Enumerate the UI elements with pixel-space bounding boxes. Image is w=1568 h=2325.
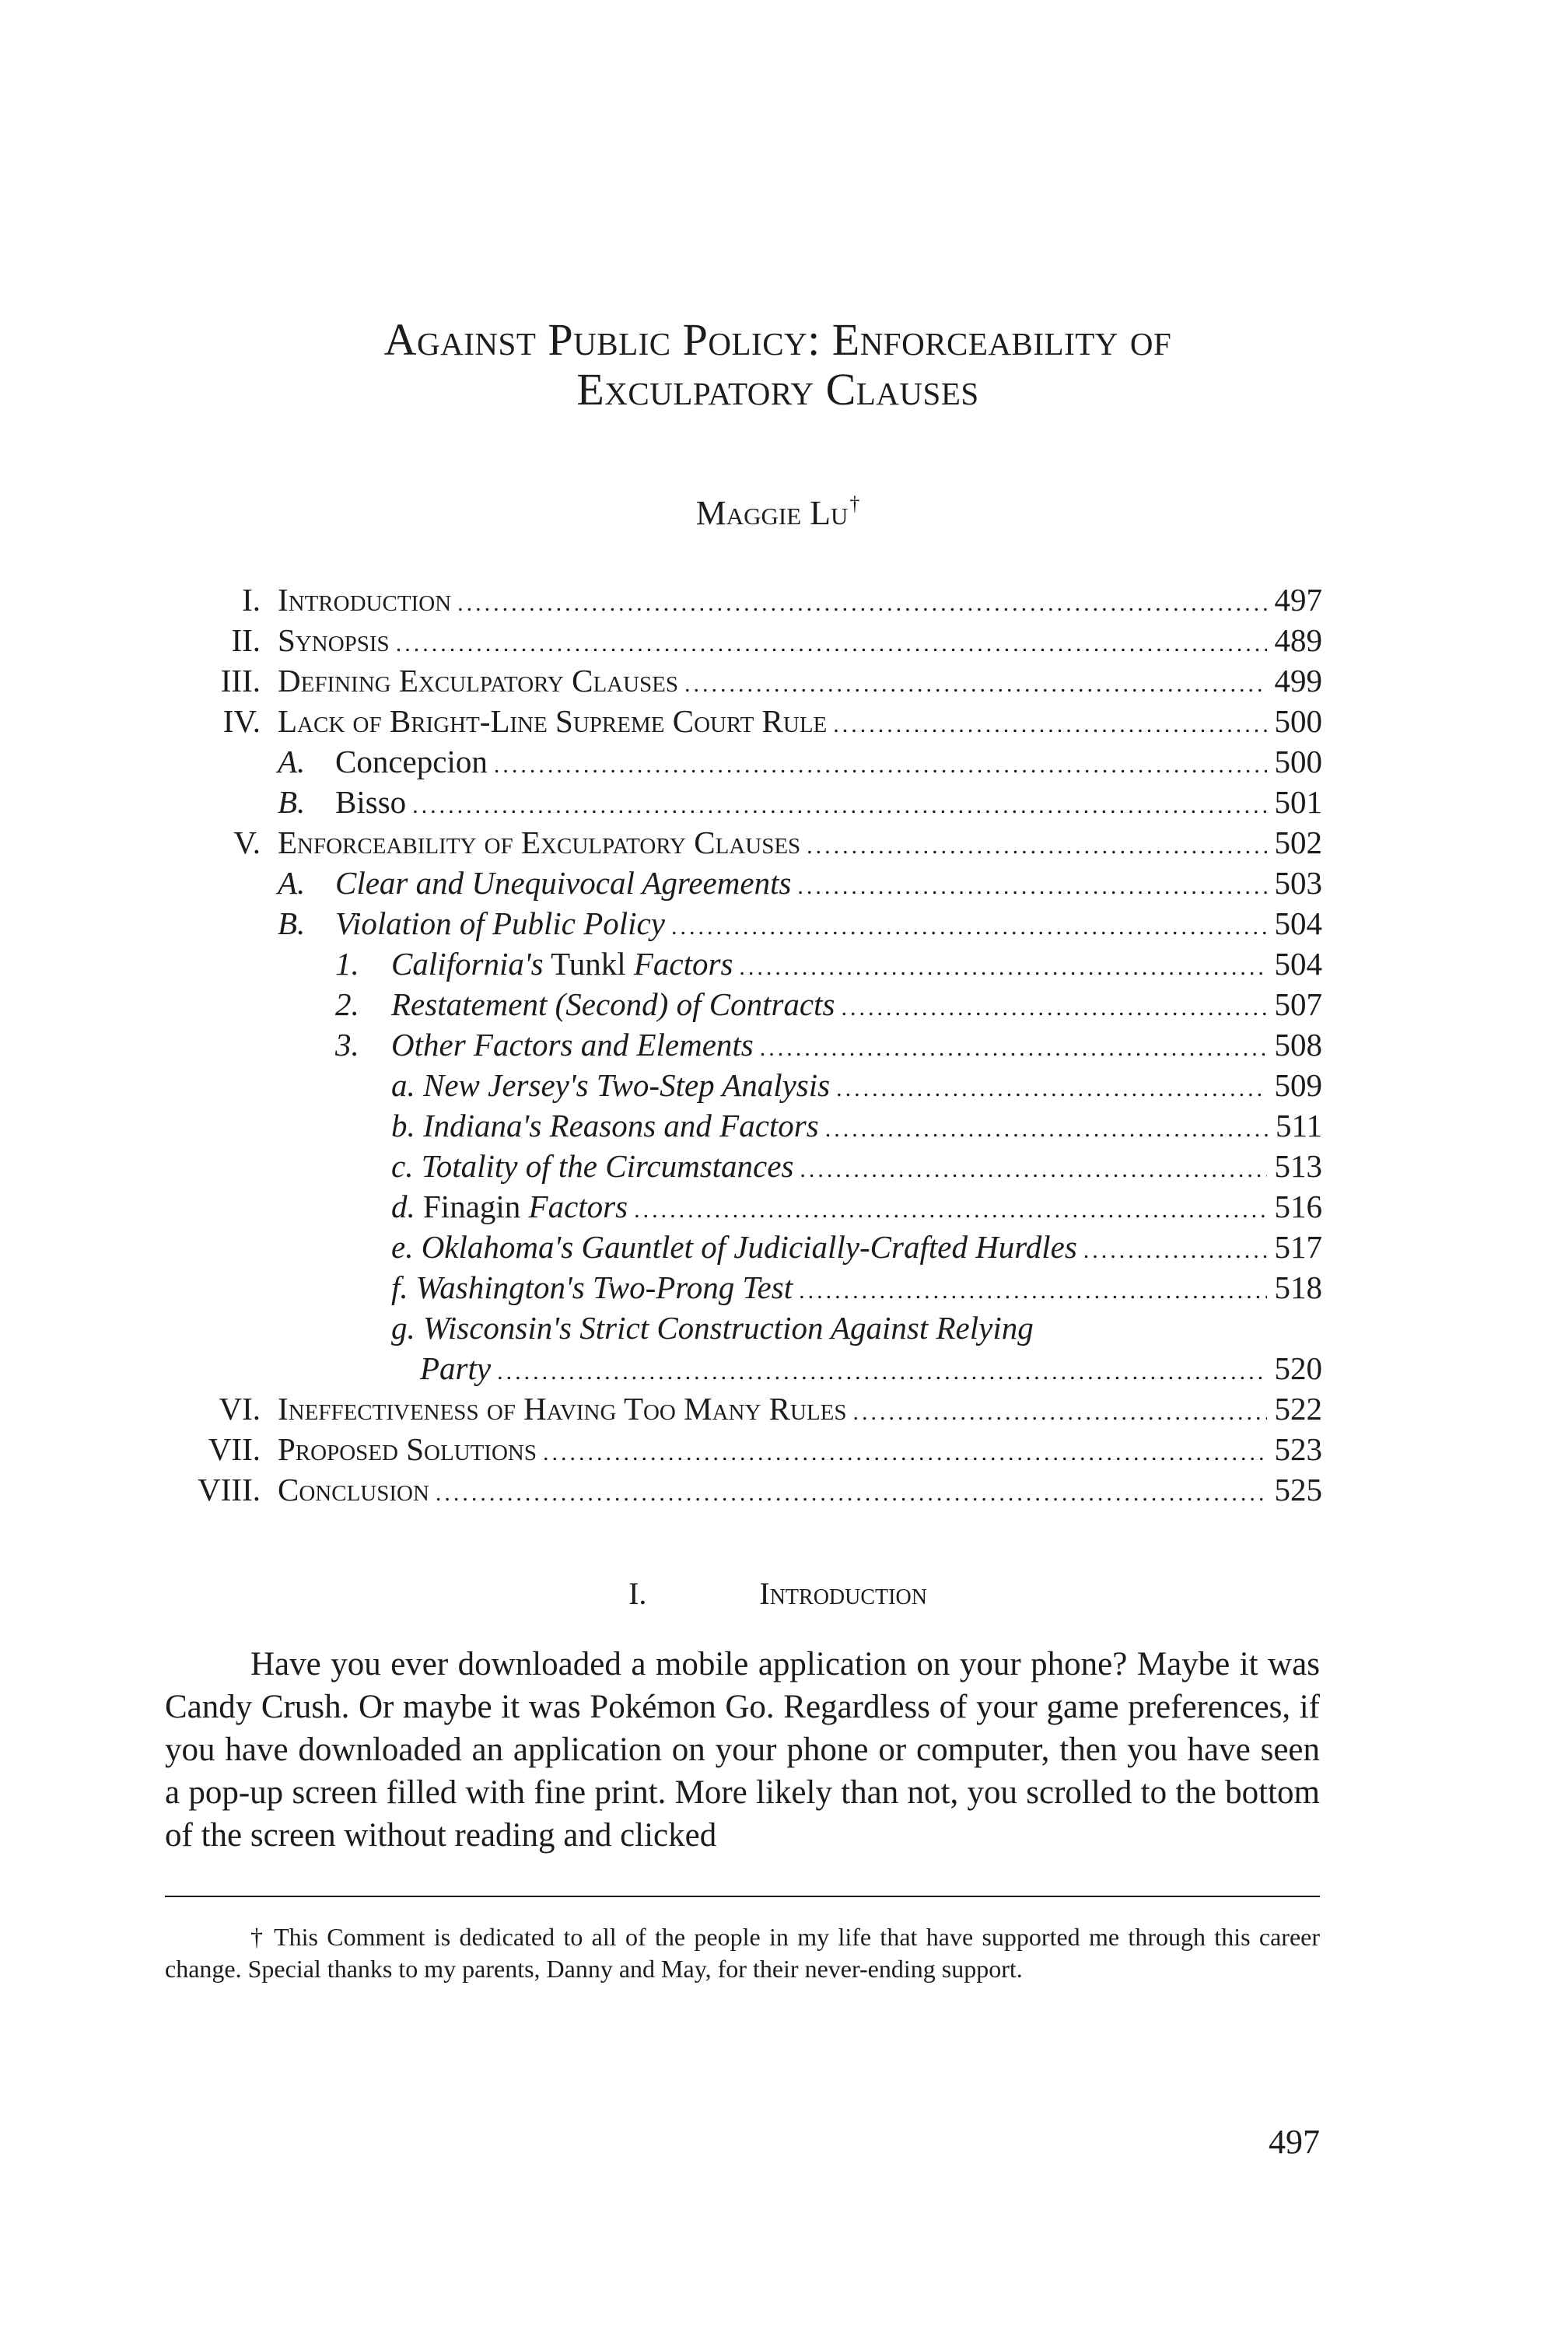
toc-entry-letter: A. bbox=[278, 744, 306, 779]
toc-entry-letter: B. bbox=[278, 905, 306, 941]
toc-entry-proposed-solutions[interactable] bbox=[163, 1429, 1322, 1469]
toc-entry-title-text: Other Factors and Elements bbox=[391, 1027, 754, 1063]
toc-entry-page: 525 bbox=[1274, 1472, 1322, 1507]
toc-entry-item-letter: b. bbox=[391, 1108, 415, 1143]
toc-entry-title-text: Concepcion bbox=[335, 744, 488, 779]
toc-entry-title bbox=[391, 1105, 819, 1146]
toc-entry-public-policy[interactable] bbox=[163, 903, 1322, 944]
toc-entry-totality[interactable] bbox=[163, 1146, 1322, 1186]
toc-entry-washington[interactable] bbox=[163, 1267, 1322, 1308]
toc-entry-title bbox=[278, 782, 406, 822]
toc-entry-tunkl[interactable] bbox=[163, 944, 1322, 984]
toc-entry-title: Lack of Bright-Line Supreme Court Rule bbox=[278, 703, 828, 739]
toc-entry-item-letter: g. bbox=[391, 1310, 415, 1346]
toc-entry-title-roman: Finagin bbox=[423, 1189, 521, 1224]
toc-entry-title-italic: Factors bbox=[520, 1189, 628, 1224]
toc-leader-dots bbox=[797, 867, 1266, 907]
toc-leader-dots bbox=[634, 1190, 1266, 1231]
toc-entry-page: 523 bbox=[1274, 1431, 1322, 1467]
toc-entry-title: Conclusion bbox=[278, 1472, 429, 1507]
toc-entry-page: 504 bbox=[1274, 905, 1322, 941]
toc-entry-number: III. bbox=[220, 663, 261, 699]
toc-entry-restatement[interactable] bbox=[163, 984, 1322, 1024]
toc-entry-page: 513 bbox=[1274, 1148, 1322, 1184]
toc-entry-clear-agreements[interactable] bbox=[163, 863, 1322, 903]
toc-entry-title bbox=[278, 903, 665, 944]
toc-leader-dots bbox=[739, 947, 1266, 988]
toc-entry-new-jersey[interactable] bbox=[163, 1065, 1322, 1105]
toc-leader-dots bbox=[833, 705, 1266, 745]
toc-leader-dots bbox=[825, 1109, 1268, 1150]
toc-entry-title bbox=[391, 1227, 1077, 1267]
toc-leader-dots bbox=[760, 1028, 1267, 1069]
toc-entry-page: 504 bbox=[1274, 946, 1322, 982]
toc-entry-bisso[interactable] bbox=[163, 782, 1322, 822]
footnote: † This Comment is dedicated to all of the people in my life that have supported me through this career change. Special thanks to my parents, Danny and May, for their never-ending support. bbox=[165, 1923, 1320, 1983]
toc-leader-dots bbox=[1083, 1231, 1267, 1271]
toc-leader-dots bbox=[494, 745, 1267, 786]
toc-entry-defining[interactable] bbox=[163, 660, 1322, 701]
section-number: I. bbox=[628, 1576, 647, 1611]
toc-leader-dots bbox=[396, 624, 1267, 664]
toc-leader-dots bbox=[841, 988, 1266, 1028]
toc-entry-title-roman: Tunkl bbox=[543, 946, 634, 982]
toc-entry-title-text: Wisconsin's Strict Construction Against Relying bbox=[423, 1310, 1034, 1346]
toc-entry-number: VI. bbox=[219, 1391, 261, 1427]
toc-entry-title bbox=[335, 944, 733, 984]
toc-entry-title-text: New Jersey's Two-Step Analysis bbox=[423, 1067, 831, 1103]
article-title-line-1: Against Public Policy: Enforceability of bbox=[383, 314, 1172, 365]
toc-entry-lack-of-rule[interactable] bbox=[163, 701, 1322, 741]
toc-entry-page: 511 bbox=[1276, 1108, 1322, 1143]
toc-entry-title-continued: Party bbox=[420, 1350, 492, 1386]
toc-entry-title: Ineffectiveness of Having Too Many Rules bbox=[278, 1391, 847, 1427]
toc-entry-title: Synopsis bbox=[278, 622, 390, 658]
toc-entry-page: 497 bbox=[1274, 582, 1322, 618]
toc-entry-ineffectiveness[interactable] bbox=[163, 1388, 1322, 1429]
toc-entry-other-factors[interactable] bbox=[163, 1024, 1322, 1065]
toc-leader-dots bbox=[497, 1352, 1266, 1392]
toc-leader-dots bbox=[800, 1150, 1266, 1190]
article-title-line-2: Exculpatory Clauses bbox=[576, 364, 979, 415]
toc-entry-sub-number: 2. bbox=[335, 986, 359, 1022]
section-heading bbox=[171, 1575, 1384, 1612]
toc-entry-title: Proposed Solutions bbox=[278, 1431, 537, 1467]
toc-entry-title bbox=[335, 984, 835, 1024]
toc-entry-page: 500 bbox=[1274, 744, 1322, 779]
toc-entry-title-text: Oklahoma's Gauntlet of Judicially-Crafted Hurdles bbox=[421, 1229, 1077, 1265]
toc-entry-enforceability[interactable] bbox=[163, 822, 1322, 863]
toc-entry-page: 503 bbox=[1274, 865, 1322, 901]
toc-leader-dots bbox=[436, 1473, 1267, 1514]
toc-entry-page: 501 bbox=[1274, 784, 1322, 820]
toc-entry-synopsis[interactable] bbox=[163, 620, 1322, 660]
toc-entry-wisconsin[interactable] bbox=[163, 1308, 1322, 1348]
toc-entry-item-letter: c. bbox=[391, 1148, 414, 1184]
toc-entry-sub-number: 1. bbox=[335, 946, 359, 982]
toc-entry-title bbox=[391, 1308, 1034, 1348]
toc-entry-page: 522 bbox=[1274, 1391, 1322, 1427]
author-footnote-mark[interactable]: † bbox=[849, 492, 860, 515]
toc-entry-title: Enforceability of Exculpatory Clauses bbox=[278, 825, 801, 860]
toc-entry-number: V. bbox=[233, 825, 261, 860]
toc-entry-title: Introduction bbox=[278, 582, 452, 618]
toc-entry-title-text: Restatement (Second) of Contracts bbox=[391, 986, 835, 1022]
toc-leader-dots bbox=[671, 907, 1267, 947]
toc-leader-dots bbox=[836, 1069, 1266, 1109]
toc-entry-number: VIII. bbox=[198, 1472, 261, 1507]
section-name: Introduction bbox=[759, 1576, 927, 1611]
toc-leader-dots bbox=[853, 1392, 1267, 1433]
toc-entry-sub-number: 3. bbox=[335, 1027, 359, 1063]
toc-entry-page: 508 bbox=[1274, 1027, 1322, 1063]
toc-entry-title-italic: California's bbox=[391, 946, 544, 982]
toc-entry-page: 518 bbox=[1274, 1269, 1322, 1305]
toc-entry-title-text: Indiana's Reasons and Factors bbox=[423, 1108, 819, 1143]
toc-entry-title-text: Violation of Public Policy bbox=[335, 905, 665, 941]
toc-entry-concepcion[interactable] bbox=[163, 741, 1322, 782]
toc-entry-wisconsin-continued[interactable] bbox=[163, 1348, 1322, 1388]
toc-entry-page: 520 bbox=[1274, 1350, 1322, 1386]
toc-entry-title bbox=[391, 1065, 830, 1105]
toc-entry-title-text: Clear and Unequivocal Agreements bbox=[335, 865, 792, 901]
toc-entry-title-italic-2: Factors bbox=[633, 946, 733, 982]
toc-leader-dots bbox=[543, 1433, 1267, 1473]
toc-entry-oklahoma[interactable] bbox=[163, 1227, 1322, 1267]
toc-leader-dots bbox=[807, 826, 1266, 867]
toc-entry-introduction[interactable] bbox=[163, 579, 1322, 620]
toc-entry-title-text: Bisso bbox=[335, 784, 407, 820]
toc-entry-page: 502 bbox=[1274, 825, 1322, 860]
toc-leader-dots bbox=[412, 786, 1266, 826]
article-title bbox=[171, 315, 1384, 415]
toc-leader-dots bbox=[799, 1271, 1266, 1311]
toc-entry-page: 507 bbox=[1274, 986, 1322, 1022]
author-name: Maggie Lu bbox=[695, 494, 849, 532]
toc-entry-letter: B. bbox=[278, 784, 306, 820]
page-number: 497 bbox=[1269, 2123, 1320, 2161]
toc-entry-page: 516 bbox=[1274, 1189, 1322, 1224]
toc-entry-title: Defining Exculpatory Clauses bbox=[278, 663, 679, 699]
toc-entry-item-letter: f. bbox=[391, 1269, 408, 1305]
toc-entry-title-text: Totality of the Circumstances bbox=[421, 1148, 794, 1184]
toc-entry-title bbox=[278, 741, 488, 782]
toc-entry-finagin[interactable] bbox=[163, 1186, 1322, 1227]
toc-entry-page: 500 bbox=[1274, 703, 1322, 739]
author-byline bbox=[171, 492, 1384, 533]
body-paragraph: Have you ever downloaded a mobile application on your phone? Maybe it was Candy Crush. Or maybe it was Pokémon Go. Regardless of your game preferences, if you have downloaded an application on your phone or computer, then you have seen a pop-up screen filled with fine print. More likely than not, you scrolled to the bottom of the screen without reading and clicked bbox=[165, 1646, 1320, 1854]
toc-entry-page: 517 bbox=[1274, 1229, 1322, 1265]
toc-entry-item-letter: e. bbox=[391, 1229, 414, 1265]
toc-entry-title-text: Washington's Two-Prong Test bbox=[415, 1269, 793, 1305]
toc-entry-page: 489 bbox=[1274, 622, 1322, 658]
toc-leader-dots bbox=[684, 664, 1266, 705]
toc-entry-title bbox=[278, 863, 791, 903]
toc-entry-indiana[interactable] bbox=[163, 1105, 1322, 1146]
toc-entry-number: II. bbox=[231, 622, 261, 658]
toc-entry-title bbox=[335, 1024, 754, 1065]
toc-entry-page: 499 bbox=[1274, 663, 1322, 699]
toc-entry-item-letter: d. bbox=[391, 1189, 415, 1224]
toc-entry-letter: A. bbox=[278, 865, 306, 901]
toc-entry-number: VII. bbox=[208, 1431, 261, 1467]
toc-entry-title bbox=[391, 1267, 793, 1308]
toc-leader-dots bbox=[457, 583, 1266, 624]
toc-entry-number: I. bbox=[242, 582, 261, 618]
toc-entry-number: IV. bbox=[222, 703, 261, 739]
toc-entry-title bbox=[391, 1146, 793, 1186]
toc-entry-item-letter: a. bbox=[391, 1067, 415, 1103]
toc-entry-conclusion[interactable] bbox=[163, 1469, 1322, 1510]
toc-entry-title bbox=[391, 1186, 628, 1227]
toc-entry-page: 509 bbox=[1274, 1067, 1322, 1103]
footnote-divider bbox=[165, 1896, 1320, 1897]
